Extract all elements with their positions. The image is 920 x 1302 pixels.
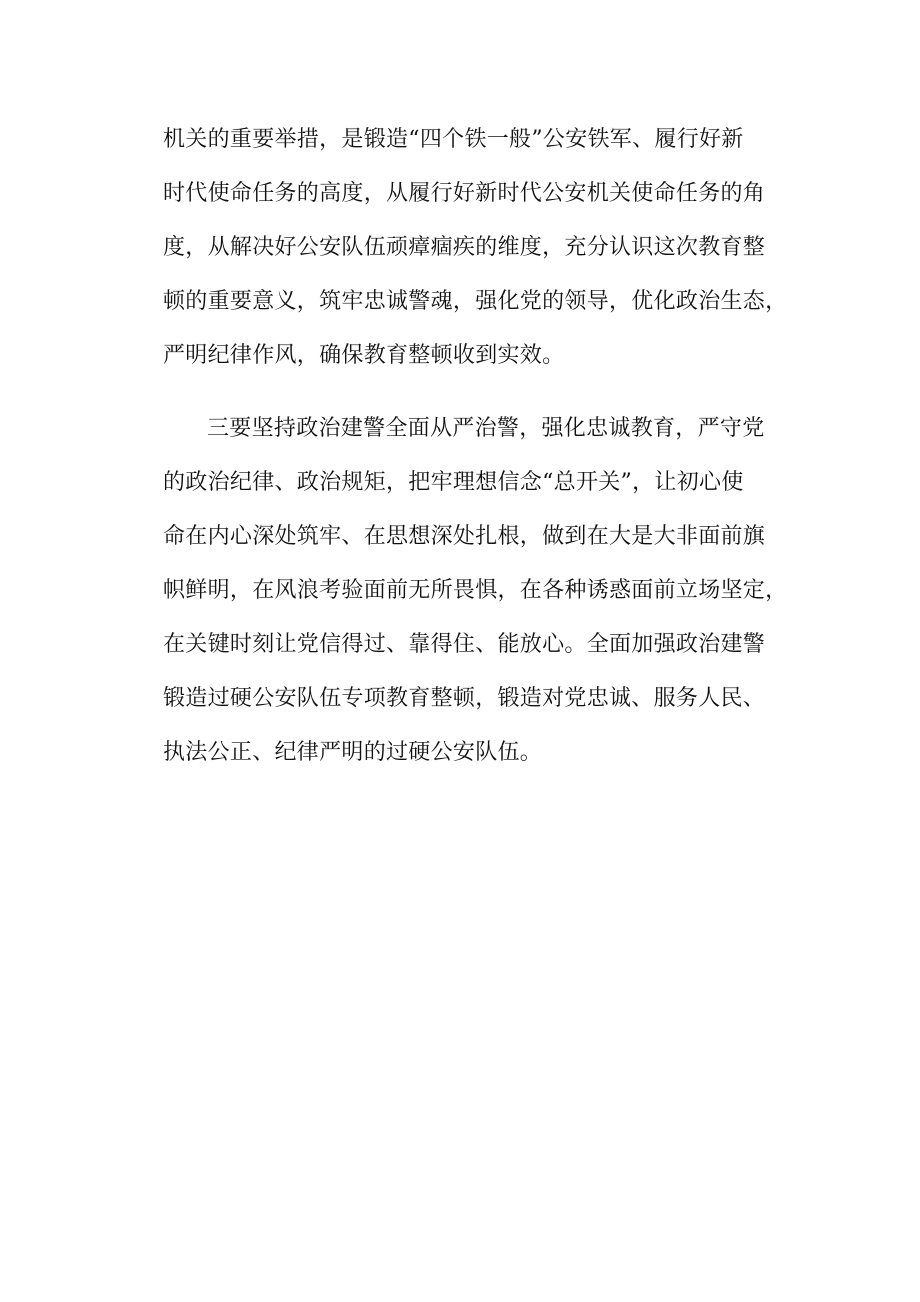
paragraph-third-point	[163, 402, 788, 780]
paragraph-line: 顿的重要意义，筑牢忠诚警魂，强化党的领导，优化政治生态，	[163, 289, 788, 314]
paragraph-line: 帜鲜明，在风浪考验面前无所畏惧，在各种诱惑面前立场坚定，	[163, 578, 788, 603]
paragraph-line: 机关的重要举措，是锻造“四个铁一般”公安铁军、履行好新	[163, 127, 744, 152]
paragraph-continuation	[163, 113, 788, 383]
paragraph-line: 的政治纪律、政治规矩，把牢理想信念“总开关”，让初心使	[163, 470, 744, 495]
paragraph-line: 在关键时刻让党信得过、靠得住、能放心。全面加强政治建警	[163, 632, 766, 657]
paragraph-line: 三要坚持政治建警全面从严治警，强化忠诚教育，严守党	[207, 416, 765, 441]
paragraph-line: 度，从解决好公安队伍顽瘴痼疾的维度，充分认识这次教育整	[163, 235, 766, 260]
paragraph-line: 锻造过硬公安队伍专项教育整顿，锻造对党忠诚、服务人民、	[163, 686, 766, 711]
paragraph-line: 时代使命任务的高度，从履行好新时代公安机关使命任务的角	[163, 181, 766, 206]
paragraph-line: 严明纪律作风，确保教育整顿收到实效。	[163, 343, 565, 368]
paragraph-line: 执法公正、纪律严明的过硬公安队伍。	[163, 740, 543, 765]
paragraph-line: 命在内心深处筑牢、在思想深处扎根，做到在大是大非面前旗	[163, 524, 766, 549]
